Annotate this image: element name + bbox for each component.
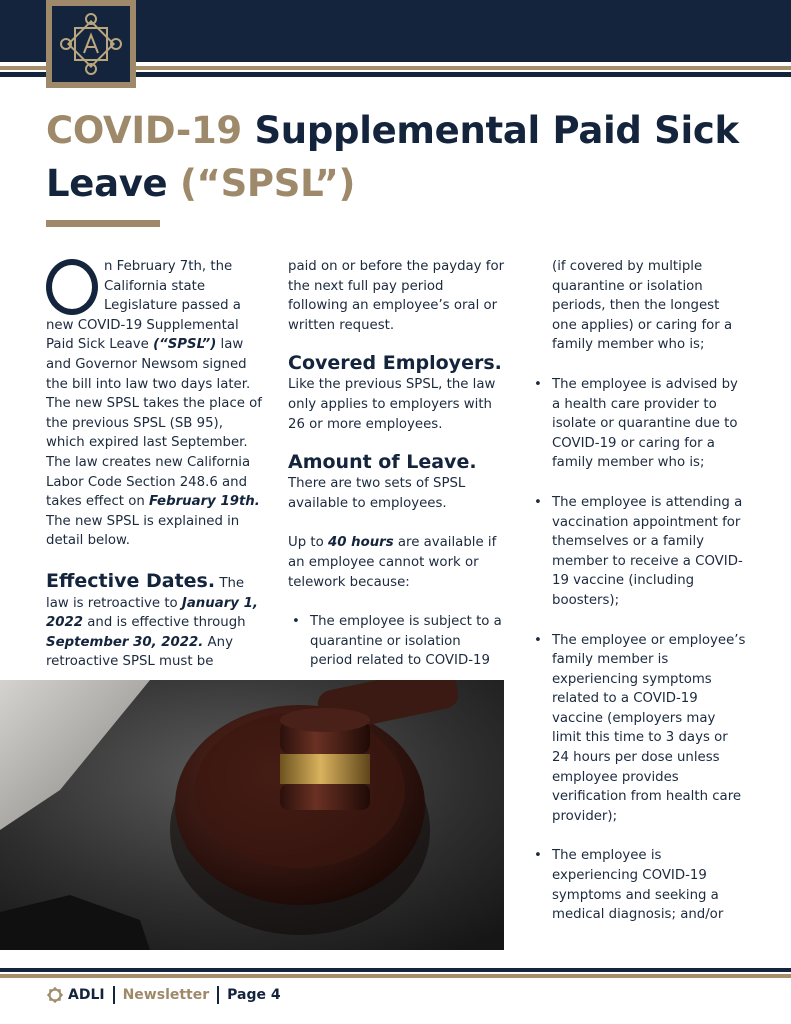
intro-text-a: n February 7th, the California state Legislature passed a new COVID-19 Supplemental Paid Sick Leave (46, 259, 241, 353)
amount-of-leave-heading: Amount of Leave. (288, 451, 477, 474)
adli-logo (46, 0, 136, 88)
intro-text-b: law and Governor Newsom signed the bill into law two days later. The new SPSL takes the place of the previous SPSL (SB 95), which expired last September. The law creates new California Labor Code Section 248.6 and takes effect on (46, 337, 262, 510)
title-gold-part: COVID-19 (46, 109, 242, 152)
footer-divider (217, 986, 219, 1004)
covered-employers-text: Like the previous SPSL, the law only applies to employers with 26 or more employees. (288, 377, 496, 432)
title-main-part: Supplemental Paid Sick Leave (46, 109, 739, 205)
eff-text-b: and is effective through (83, 615, 246, 631)
col3-continuation: (if covered by multiple quarantine or isolation periods, then the longest one applies) or caring for a family member who is; (552, 259, 733, 353)
eff-date-start: January 1, 2022 (46, 595, 258, 631)
effective-dates-paragraph (46, 569, 264, 672)
adli-star-logo-icon (58, 11, 124, 77)
footer-gold-stripe (0, 974, 791, 978)
drop-cap-o (46, 259, 98, 315)
list-item: • The employee or employee’s family member is experiencing symptoms related to a COVID-19 vaccine (employers may limit this time to 3 days or 24 hours per dose unless employee provides verification from health care provider); (530, 631, 748, 827)
title-abbrev-part: (“SPSL”) (179, 162, 356, 205)
upto-text-a: Up to (288, 535, 328, 551)
footer-page-number: Page 4 (227, 987, 281, 1003)
adli-star-small-icon (46, 986, 64, 1004)
upto-hours: 40 hours (327, 535, 394, 551)
list-item: • The employee is experiencing COVID-19 symptoms and seeking a medical diagnosis; and/or (530, 846, 748, 924)
column-1 (46, 257, 264, 672)
eff-text-a: The law is retroactive to (46, 575, 245, 611)
col2-continuation: paid on or before the payday for the next full pay period following an employee’s oral or written request. (288, 259, 505, 333)
intro-spsl: (“SPSL”) (153, 337, 217, 353)
footer-brand: ADLI (68, 987, 105, 1003)
amount-of-leave-text: There are two sets of SPSL available to employees. (288, 476, 466, 511)
page-footer (46, 984, 281, 1006)
intro-text-c: The new SPSL is explained in detail below. (46, 513, 240, 549)
intro-paragraph (46, 257, 264, 551)
column-2 (288, 257, 506, 671)
footer-navy-stripe (0, 968, 791, 972)
article-title (46, 104, 746, 210)
title-underline (46, 220, 160, 227)
list-item: • The employee is attending a vaccination appointment for themselves or a family member to receive a COVID-19 vaccine (including boosters); (530, 493, 748, 611)
leave-reasons-list (530, 375, 748, 925)
footer-divider (113, 986, 115, 1004)
upto-text-b: are available if an employee cannot work or telework because: (288, 535, 497, 590)
covered-employers-heading: Covered Employers. (288, 352, 502, 375)
gavel-photo (0, 680, 504, 950)
column-3 (530, 257, 748, 925)
footer-newsletter-label: Newsletter (122, 987, 210, 1003)
eff-date-end: September 30, 2022. (46, 634, 204, 650)
up-to-hours-paragraph (288, 533, 506, 592)
list-item: • The employee is subject to a quarantine or isolation period related to COVID-19 (288, 612, 506, 671)
effective-dates-heading: Effective Dates. (46, 569, 216, 592)
eff-text-c: Any retroactive SPSL must be (46, 634, 233, 670)
list-item: • The employee is advised by a health care provider to isolate or quarantine due to COVID-19 or caring for a family member who is; (530, 375, 748, 473)
intro-date: February 19th. (149, 494, 260, 510)
leave-reasons-list-start (288, 612, 506, 671)
